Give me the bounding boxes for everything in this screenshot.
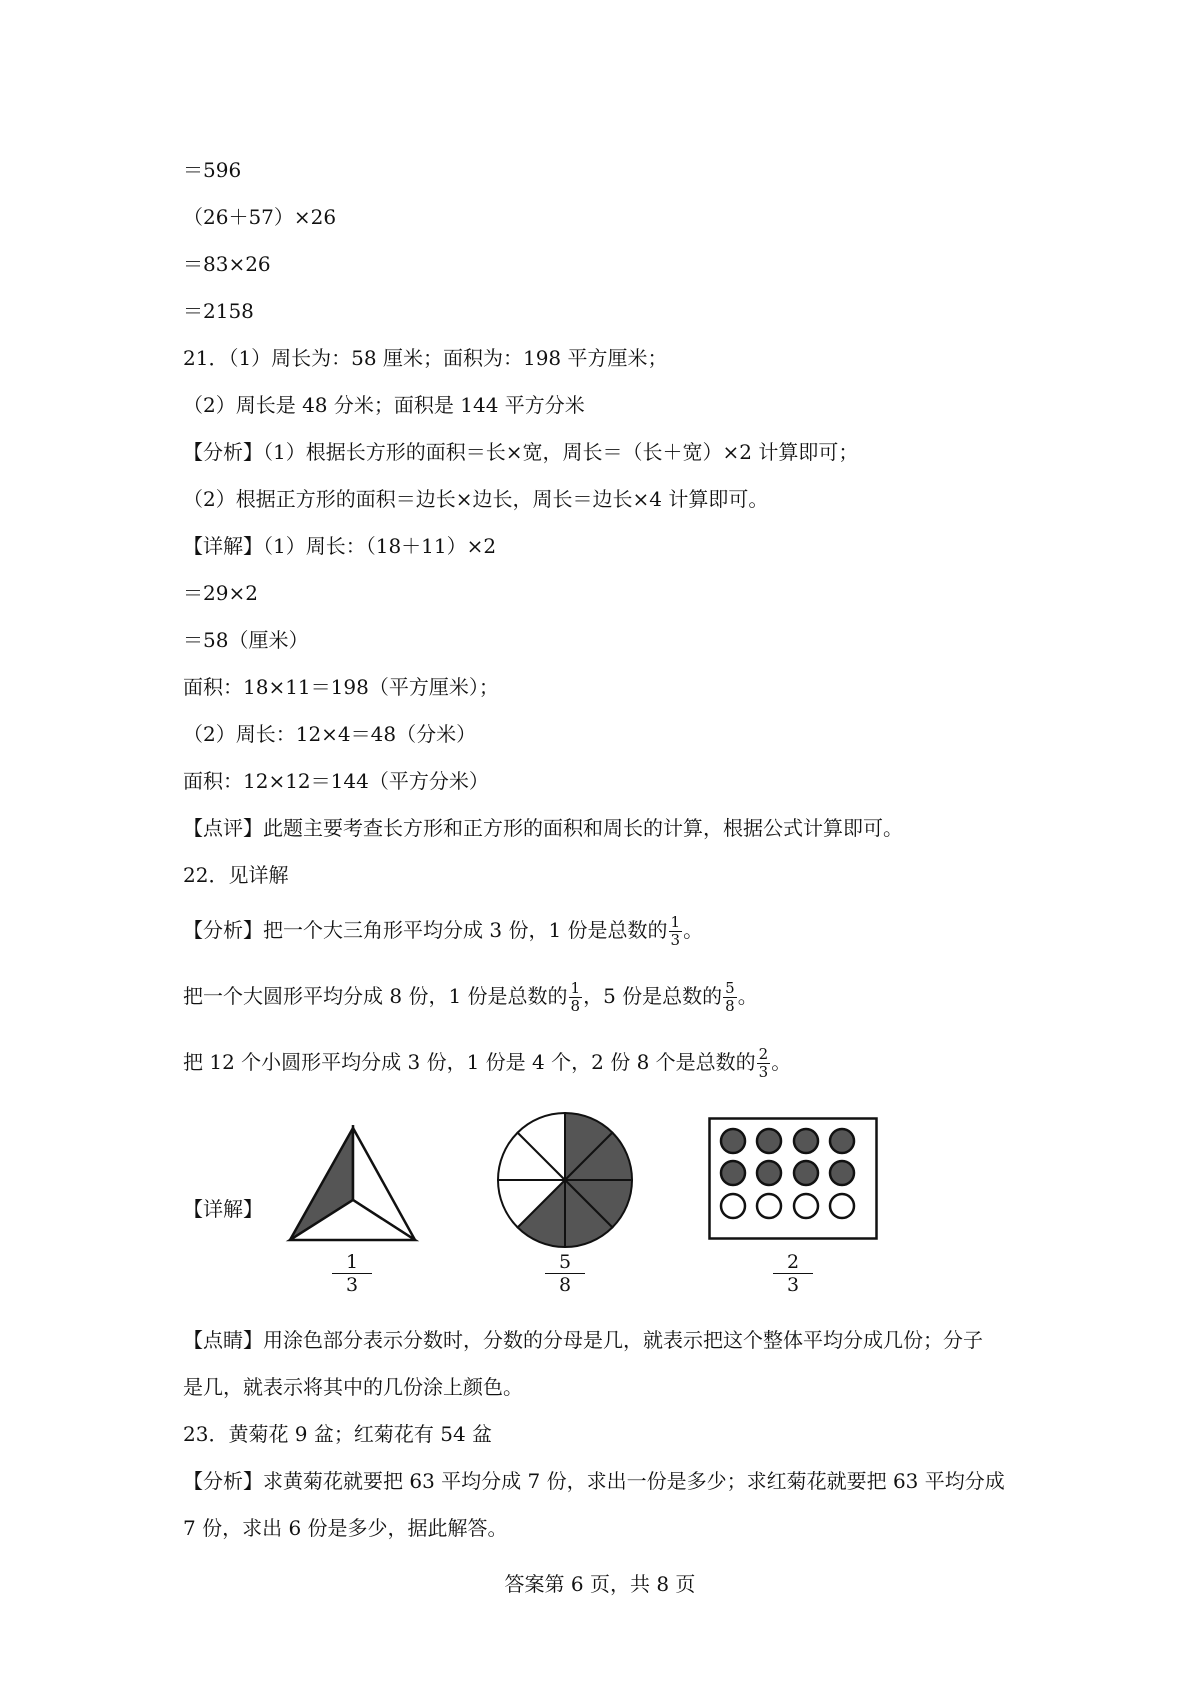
analysis-line: 把一个大圆形平均分成 8 份，1 份是总数的 $\frac{1}{8}$ ，5 份是总数的 $\frac{5}{8}$ 。 <box>183 979 758 1015</box>
text-line: （2）根据正方形的面积＝边长×边长，周长＝边长×4 计算即可。 <box>183 487 769 511</box>
dots-figure <box>708 1117 878 1240</box>
shaded-dot <box>830 1161 854 1185</box>
shaded-dot <box>721 1161 745 1185</box>
analysis-line: 【分析】把一个大三角形平均分成 3 份，1 份是总数的 $\frac{1}{3}$ 。 <box>183 913 704 949</box>
shaded-dot <box>757 1129 781 1153</box>
text-line: （26＋57）×26 <box>183 205 337 229</box>
empty-dot <box>721 1194 745 1218</box>
text-line: （2）周长：12×4＝48（分米） <box>183 722 477 746</box>
text-line: ＝58（厘米） <box>183 628 309 652</box>
shaded-dot <box>830 1129 854 1153</box>
text-line: 22．见详解 <box>183 863 289 887</box>
text-line: 【详解】（1）周长：（18＋11）×2 <box>183 534 497 558</box>
fraction: $\frac{1}{3}$ <box>670 913 681 949</box>
text-line: 7 份，求出 6 份是多少，据此解答。 <box>183 1516 508 1540</box>
text-line: 是几，就表示将其中的几份涂上颜色。 <box>183 1375 523 1399</box>
text-line: 【点评】此题主要考查长方形和正方形的面积和周长的计算，根据公式计算即可。 <box>183 816 903 840</box>
text-line: （2）周长是 48 分米；面积是 144 平方分米 <box>183 393 585 417</box>
figure-fraction: $\frac{5}{8}$ <box>545 1251 585 1296</box>
text-line: ＝29×2 <box>183 581 258 605</box>
detail-label: 【详解】 <box>183 1197 263 1221</box>
fraction: $\frac{1}{8}$ <box>570 979 581 1015</box>
shaded-dot <box>794 1129 818 1153</box>
text-line: 23．黄菊花 9 盆；红菊花有 54 盆 <box>183 1422 493 1446</box>
empty-dot <box>757 1194 781 1218</box>
text-line: 【分析】求黄菊花就要把 63 平均分成 7 份，求出一份是多少；求红菊花就要把 63 平均分成 <box>183 1469 1005 1493</box>
text-line: ＝596 <box>183 158 242 182</box>
fraction: $\frac{2}{3}$ <box>758 1045 769 1081</box>
shaded-dot <box>721 1129 745 1153</box>
fraction: $\frac{5}{8}$ <box>725 979 735 1015</box>
text-line: 【分析】（1）根据长方形的面积＝长×宽，周长＝（长＋宽）×2 计算即可； <box>183 440 859 464</box>
text-line: 面积：18×11＝198（平方厘米）； <box>183 675 499 699</box>
page-footer: 答案第 6 页，共 8 页 <box>504 1572 696 1596</box>
text-line: 21．（1）周长为：58 厘米；面积为：198 平方厘米； <box>183 346 668 370</box>
text-line: 面积：12×12＝144（平方分米） <box>183 769 489 793</box>
figure-fraction: $\frac{1}{3}$ <box>332 1251 372 1296</box>
circle-figure <box>493 1108 637 1252</box>
shaded-dot <box>757 1161 781 1185</box>
text-line: ＝83×26 <box>183 252 271 276</box>
text-line: 【点睛】用涂色部分表示分数时，分数的分母是几，就表示把这个整体平均分成几份；分子 <box>183 1328 983 1352</box>
figure-fraction: $\frac{2}{3}$ <box>773 1251 813 1296</box>
empty-dot <box>794 1194 818 1218</box>
analysis-line: 把 12 个小圆形平均分成 3 份，1 份是 4 个，2 份 8 个是总数的 $\frac{2}{3}$ 。 <box>183 1045 792 1081</box>
shaded-dot <box>794 1161 818 1185</box>
triangle-figure <box>285 1125 420 1245</box>
text-line: ＝2158 <box>183 299 254 323</box>
empty-dot <box>830 1194 854 1218</box>
